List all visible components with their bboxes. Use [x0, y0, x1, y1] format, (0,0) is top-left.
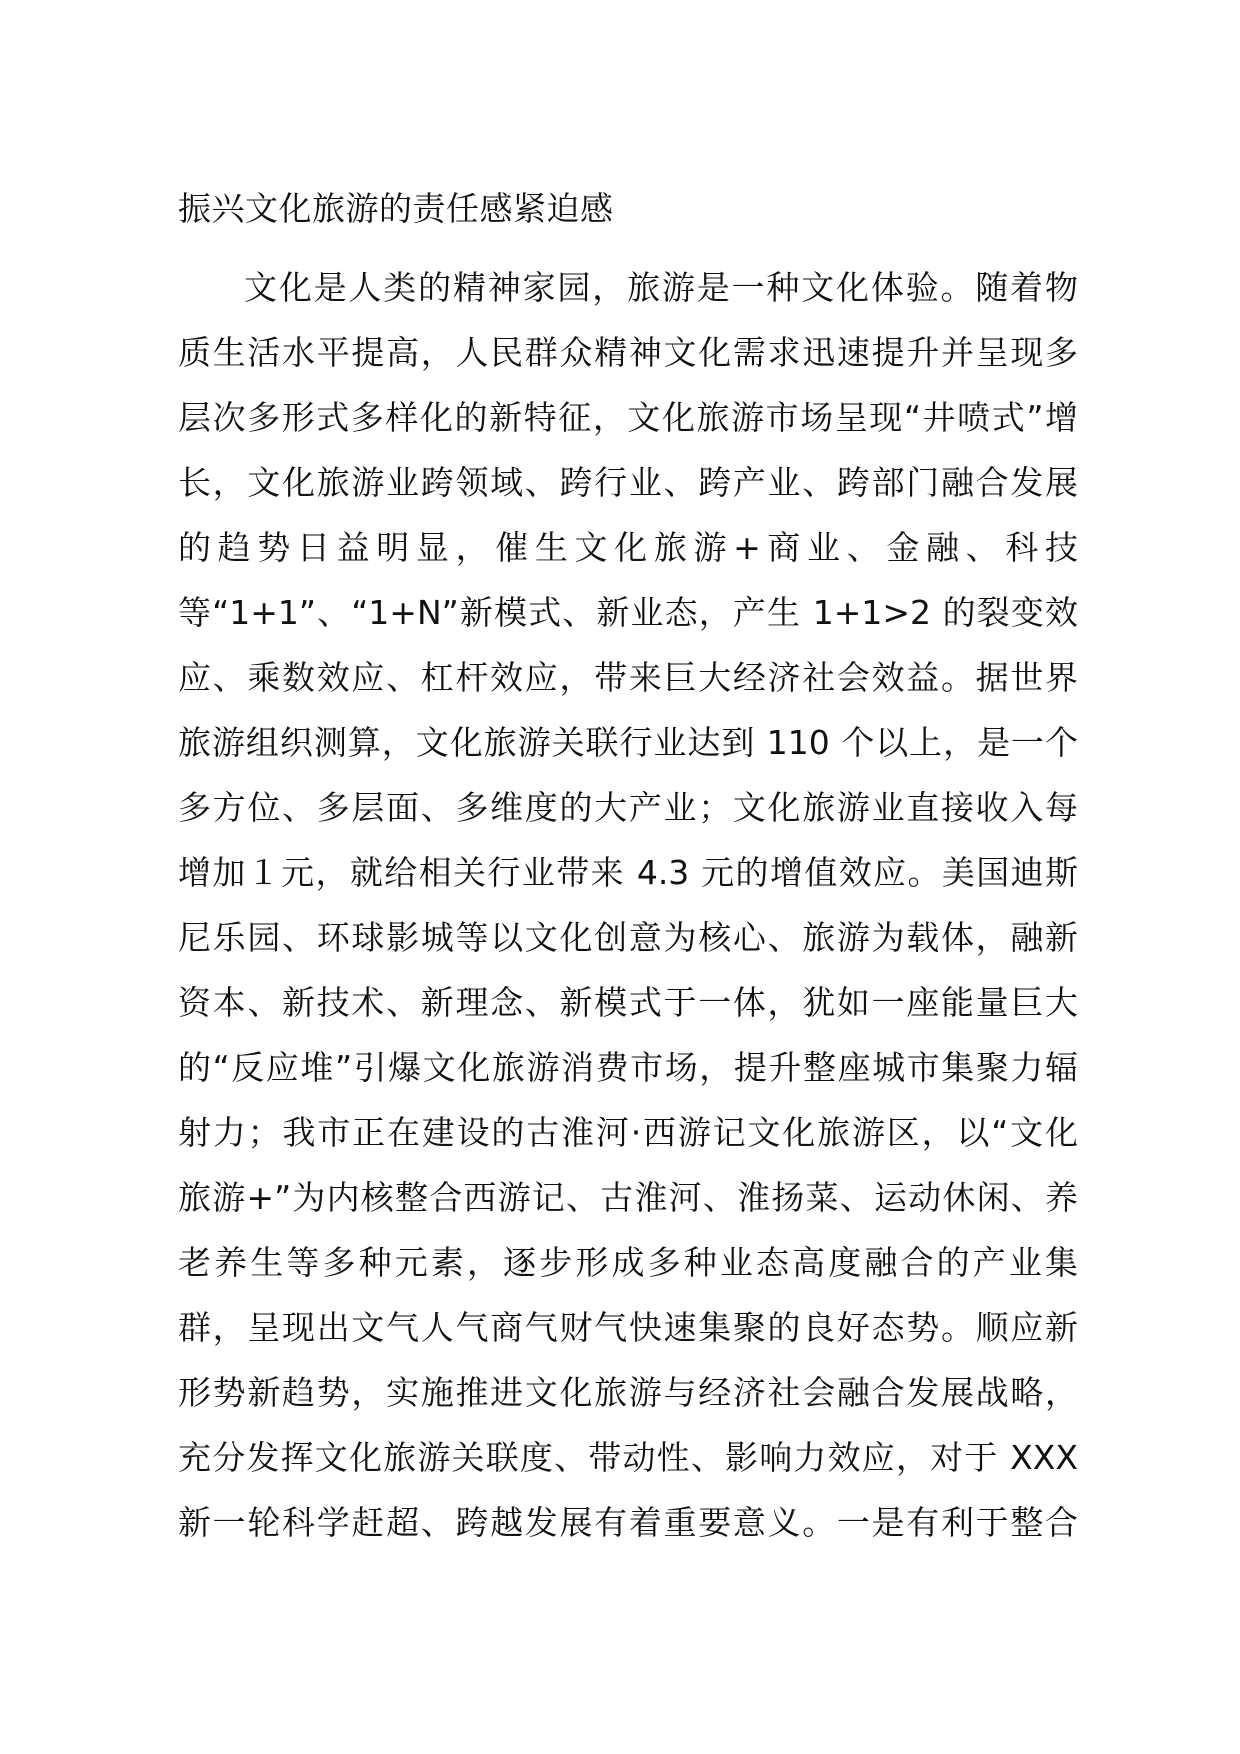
body-paragraph [178, 255, 1078, 1555]
text-line: 形势新趋势，实施推进文化旅游与经济社会融合发展战略， [178, 1373, 1078, 1412]
text-line: 长，文化旅游业跨领域、跨行业、跨产业、跨部门融合发展 [178, 463, 1078, 502]
text-line: 的“反应堆”引爆文化旅游消费市场，提升整座城市集聚力辐 [178, 1048, 1078, 1087]
text-line: 群，呈现出文气人气商气财气快速集聚的良好态势。顺应新 [178, 1308, 1078, 1347]
text-line: 老养生等多种元素，逐步形成多种业态高度融合的产业集 [178, 1243, 1078, 1282]
text-line: 资本、新技术、新理念、新模式于一体，犹如一座能量巨大 [178, 983, 1078, 1022]
text-line: 等“1+1”、“1+N”新模式、新业态，产生 1+1>2 的裂变效 [178, 593, 1078, 632]
text-line: 应、乘数效应、杠杆效应，带来巨大经济社会效益。据世界 [178, 658, 1078, 697]
text-line: 文化是人类的精神家园，旅游是一种文化体验。随着物 [244, 268, 1078, 307]
text-line: 层次多形式多样化的新特征，文化旅游市场呈现“井喷式”增 [178, 398, 1078, 437]
text-line: 的趋势日益明显，催生文化旅游+商业、金融、科技 [178, 528, 1078, 567]
text-line: 新一轮科学赶超、跨越发展有着重要意义。一是有利于整合 [178, 1503, 1078, 1542]
text-line: 多方位、多层面、多维度的大产业；文化旅游业直接收入每 [178, 788, 1078, 827]
text-line: 尼乐园、环球影城等以文化创意为核心、旅游为载体，融新 [178, 918, 1078, 957]
text-line: 旅游组织测算，文化旅游关联行业达到 110 个以上，是一个 [178, 723, 1078, 762]
text-line: 旅游+”为内核整合西游记、古淮河、淮扬菜、运动休闲、养 [178, 1178, 1078, 1217]
text-line: 增加１元，就给相关行业带来 4.3 元的增值效应。美国迪斯 [178, 853, 1078, 892]
section-heading: 振兴文化旅游的责任感紧迫感 [178, 189, 614, 228]
text-line: 质生活水平提高，人民群众精神文化需求迅速提升并呈现多 [178, 333, 1078, 372]
text-line: 充分发挥文化旅游关联度、带动性、影响力效应，对于 XXX [178, 1438, 1078, 1477]
text-line: 射力；我市正在建设的古淮河·西游记文化旅游区，以“文化 [178, 1113, 1078, 1152]
